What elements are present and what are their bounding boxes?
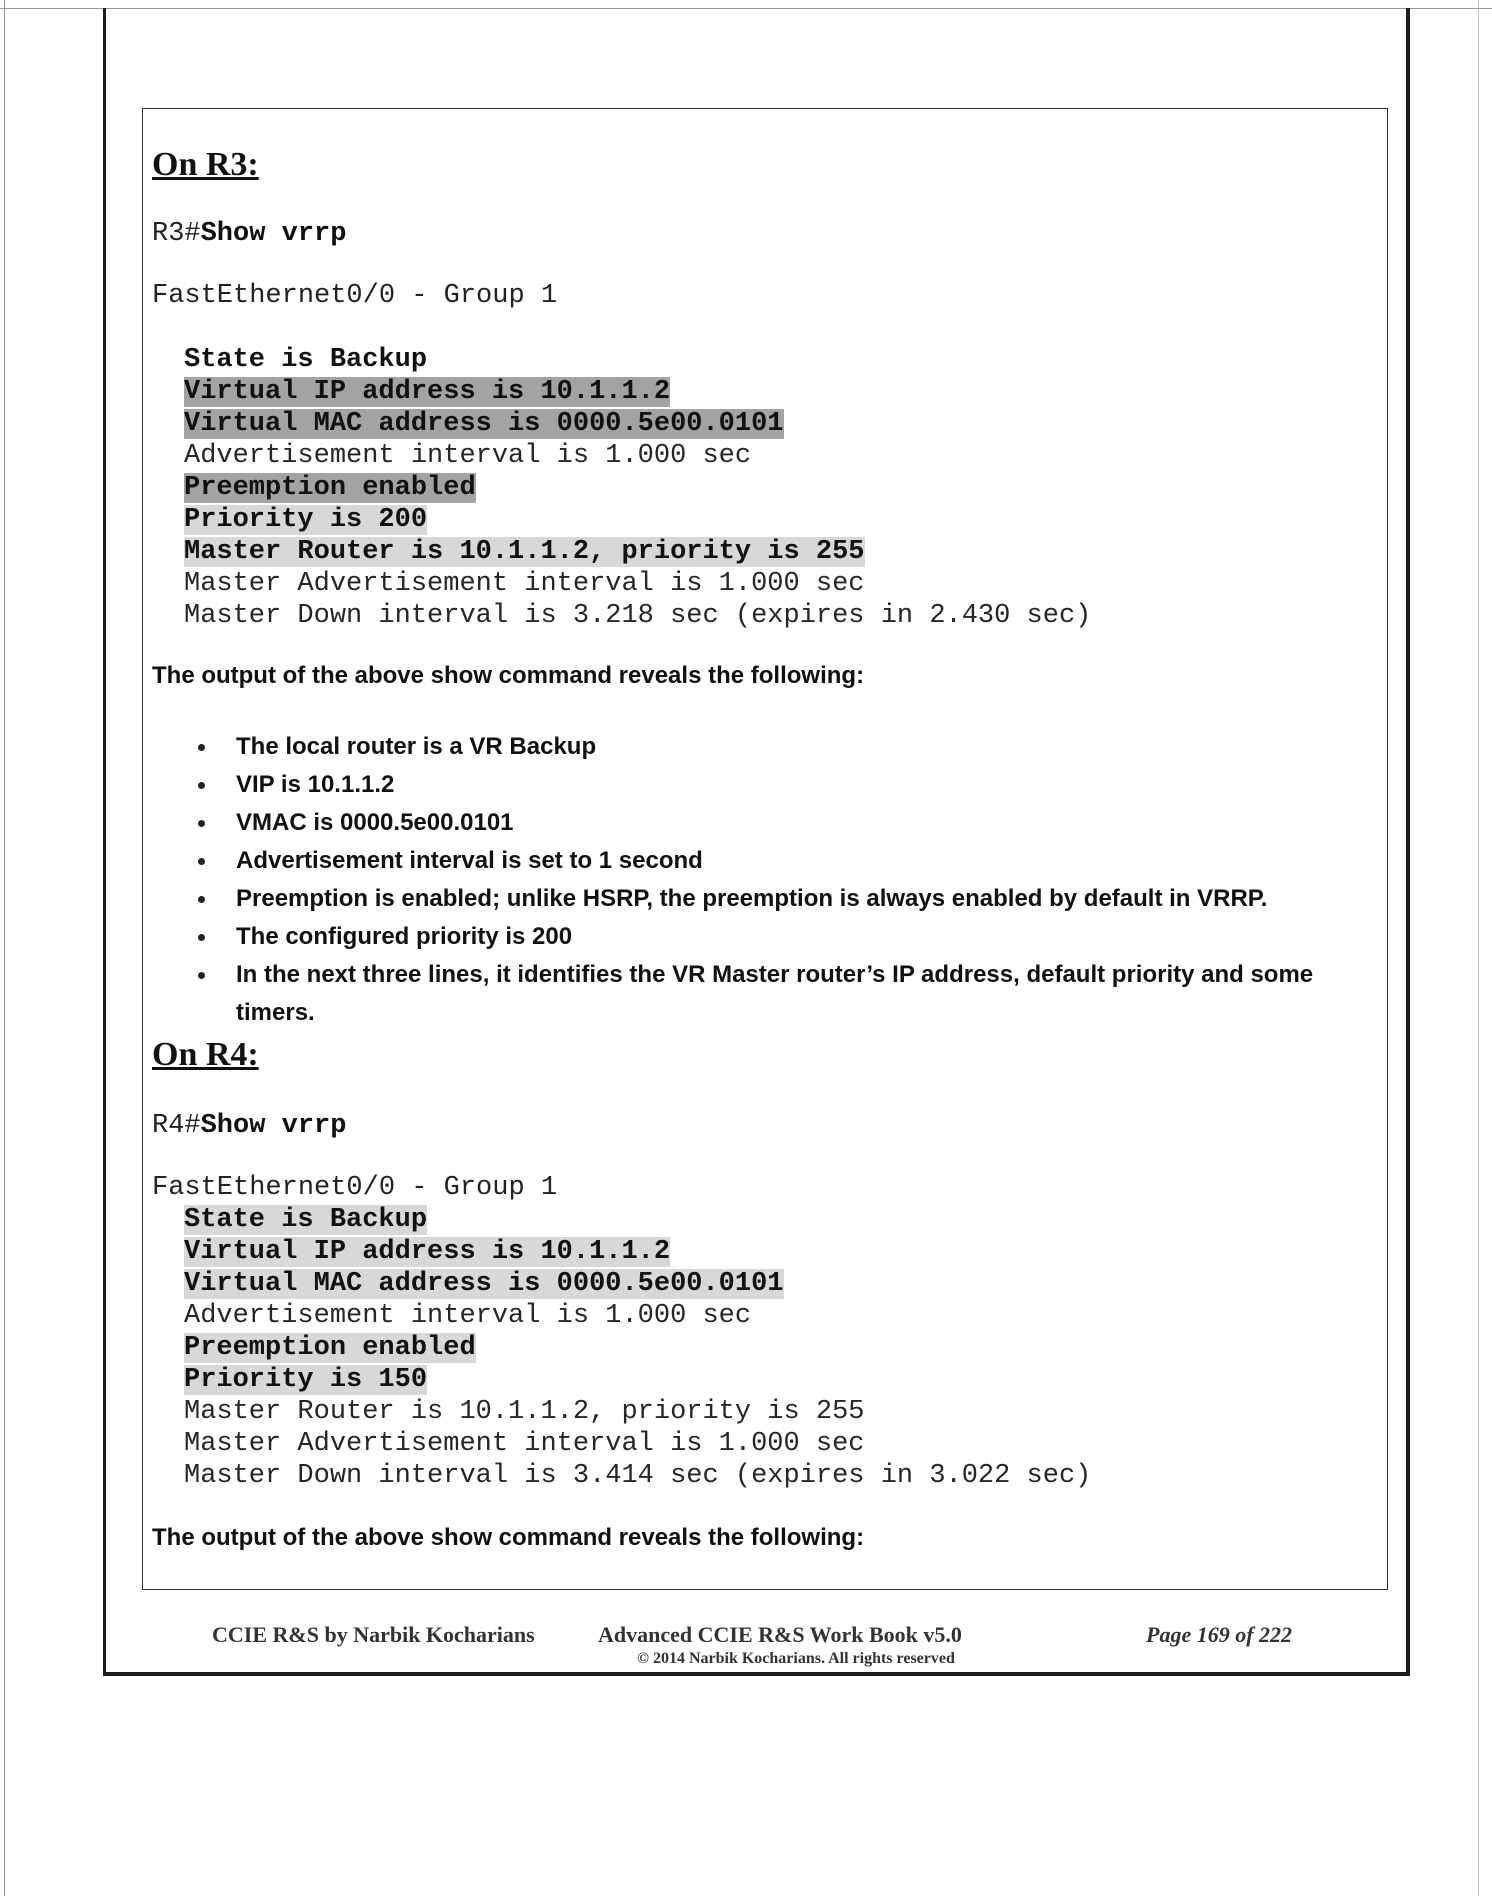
footer-author: CCIE R&S by Narbik Kocharians [212, 1622, 535, 1647]
r3-line-priority [184, 504, 427, 536]
r3-line-preemption [184, 472, 476, 504]
r4-line-preemption-text: Preemption enabled [184, 1333, 476, 1363]
list-item: In the next three lines, it identifies the VR Master router’s IP address, default priority and some timers. [190, 956, 1350, 1032]
r3-line-state-text: State is Backup [184, 345, 428, 375]
r3-line-master-adv: Master Advertisement interval is 1.000 sec [184, 569, 865, 599]
r4-heading: On R4: [152, 1036, 259, 1073]
r3-heading: On R3: [152, 146, 259, 183]
list-item: The local router is a VR Backup [190, 728, 1350, 766]
r3-line-vmac [184, 408, 784, 440]
r4-line-state-text: State is Backup [184, 1205, 428, 1235]
r4-line-adv-interval: Advertisement interval is 1.000 sec [184, 1301, 752, 1331]
footer-copyright: © 2014 Narbik Kocharians. All rights reserved [637, 1650, 955, 1667]
scan-edge-right [1478, 0, 1479, 1896]
r4-line-vmac [184, 1268, 784, 1300]
bullet-icon [198, 972, 205, 979]
bullet-icon [198, 896, 205, 903]
r3-line-state [184, 344, 427, 376]
r3-line-adv-interval: Advertisement interval is 1.000 sec [184, 441, 752, 471]
r3-output-intro: The output of the above show command reveals the following: [152, 662, 865, 689]
bullet-icon [198, 782, 205, 789]
bullet-icon [198, 934, 205, 941]
scan-edge-left [4, 0, 5, 1896]
r3-line-vip-text: Virtual IP address is 10.1.1.2 [184, 377, 671, 407]
bullet-icon [198, 858, 205, 865]
list-item: Advertisement interval is set to 1 second [190, 842, 1350, 880]
r3-command-prefix: R3# [152, 219, 201, 249]
r3-line-priority-text: Priority is 200 [184, 505, 428, 535]
list-item: VIP is 10.1.1.2 [190, 766, 1350, 804]
r4-line-vip [184, 1236, 670, 1268]
r4-command-line [152, 1110, 346, 1142]
r4-line-priority [184, 1364, 427, 1396]
r4-line-master-router: Master Router is 10.1.1.2, priority is 255 [184, 1397, 865, 1427]
r4-line-priority-text: Priority is 150 [184, 1365, 428, 1395]
r3-line-master-down: Master Down interval is 3.218 sec (expires in 2.430 sec) [184, 601, 1092, 631]
list-item: VMAC is 0000.5e00.0101 [190, 804, 1350, 842]
bullet-icon [198, 820, 205, 827]
r3-line-preemption-text: Preemption enabled [184, 473, 476, 503]
bullet-icon [198, 744, 205, 751]
r4-line-preemption [184, 1332, 476, 1364]
r3-line-vip [184, 376, 670, 408]
r3-command-line [152, 218, 346, 250]
r3-line-vmac-text: Virtual MAC address is 0000.5e00.0101 [184, 409, 784, 439]
r3-line-master-router-text: Master Router is 10.1.1.2, priority is 255 [184, 537, 865, 567]
r4-command: Show vrrp [200, 1111, 347, 1141]
r3-line-master-router [184, 536, 865, 568]
list-item: The configured priority is 200 [190, 918, 1350, 956]
r3-interface-line: FastEthernet0/0 - Group 1 [152, 281, 558, 311]
r4-line-vip-text: Virtual IP address is 10.1.1.2 [184, 1237, 671, 1267]
r4-interface-line: FastEthernet0/0 - Group 1 [152, 1173, 558, 1203]
footer-book-title: Advanced CCIE R&S Work Book v5.0 [598, 1622, 962, 1647]
footer-page-number: Page 169 of 222 [1146, 1622, 1293, 1647]
r4-line-master-adv: Master Advertisement interval is 1.000 sec [184, 1429, 865, 1459]
r3-bullet-list [190, 728, 1350, 1032]
r3-command: Show vrrp [200, 219, 347, 249]
r4-line-master-down: Master Down interval is 3.414 sec (expires in 3.022 sec) [184, 1461, 1092, 1491]
r4-command-prefix: R4# [152, 1111, 201, 1141]
r4-output-intro: The output of the above show command reveals the following: [152, 1524, 865, 1551]
list-item: Preemption is enabled; unlike HSRP, the preemption is always enabled by default in VRRP. [190, 880, 1350, 918]
r4-line-vmac-text: Virtual MAC address is 0000.5e00.0101 [184, 1269, 784, 1299]
r4-line-state [184, 1204, 427, 1236]
